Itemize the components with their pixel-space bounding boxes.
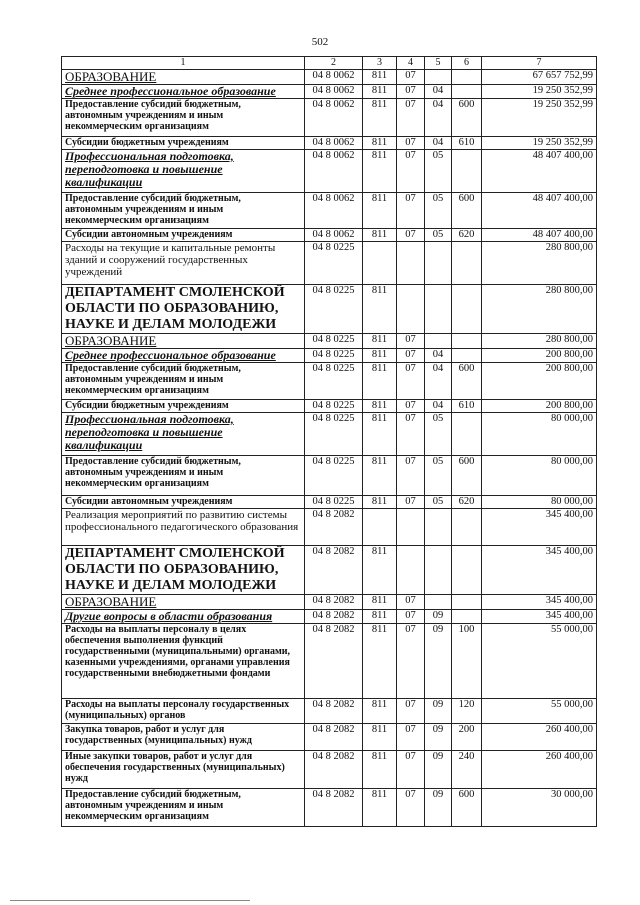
- row-admin-cell: 811: [363, 70, 397, 85]
- row-subsection-cell: 09: [425, 724, 452, 751]
- table-row: [62, 624, 597, 699]
- row-section-cell: 07: [397, 99, 425, 137]
- row-subsection-cell: [425, 285, 452, 334]
- table-body: [62, 57, 597, 827]
- row-subsection-cell: 09: [425, 789, 452, 827]
- row-code-cell: 04 8 2082: [305, 546, 363, 595]
- row-subsection-cell: [425, 546, 452, 595]
- row-admin-cell: 811: [363, 724, 397, 751]
- row-section-cell: 07: [397, 85, 425, 99]
- row-sum-cell: 55 000,00: [482, 699, 597, 724]
- table-row: [62, 699, 597, 724]
- row-code-cell: 04 8 2082: [305, 610, 363, 624]
- row-subsection-cell: 04: [425, 363, 452, 400]
- row-admin-cell: [363, 509, 397, 546]
- row-expense-type-cell: [452, 70, 482, 85]
- row-section-cell: 07: [397, 413, 425, 456]
- table-row: [62, 229, 597, 242]
- table-row: [62, 193, 597, 229]
- row-subsection-cell: [425, 334, 452, 349]
- row-code-cell: 04 8 2082: [305, 789, 363, 827]
- table-row: [62, 751, 597, 789]
- row-expense-type-cell: [452, 595, 482, 610]
- row-sum-cell: 280 800,00: [482, 285, 597, 334]
- row-section-cell: 07: [397, 724, 425, 751]
- row-sum-cell: 30 000,00: [482, 789, 597, 827]
- row-sum-cell: 345 400,00: [482, 509, 597, 546]
- row-code-cell: 04 8 0225: [305, 413, 363, 456]
- row-code-cell: 04 8 2082: [305, 699, 363, 724]
- page-bottom-rule: [10, 900, 250, 901]
- row-admin-cell: 811: [363, 85, 397, 99]
- header-col-4: 4: [397, 57, 425, 70]
- row-subsection-cell: 05: [425, 413, 452, 456]
- row-name-cell: Субсидии бюджетным учреждениям: [62, 400, 305, 413]
- header-col-6: 6: [452, 57, 482, 70]
- row-name-cell: Закупка товаров, работ и услуг для государственных (муниципальных) нужд: [62, 724, 305, 751]
- table-row: [62, 242, 597, 285]
- row-name-cell: Предоставление субсидий бюджетным, автономным учреждениям и иным некоммерческим организациям: [62, 363, 305, 400]
- table-row: [62, 610, 597, 624]
- row-sum-cell: 48 407 400,00: [482, 229, 597, 242]
- row-admin-cell: 811: [363, 699, 397, 724]
- row-code-cell: 04 8 0062: [305, 150, 363, 193]
- row-code-cell: 04 8 0225: [305, 285, 363, 334]
- row-name-cell: Предоставление субсидий бюджетным, автономным учреждениям и иным некоммерческим организациям: [62, 193, 305, 229]
- row-subsection-cell: 09: [425, 624, 452, 699]
- row-sum-cell: 48 407 400,00: [482, 150, 597, 193]
- table-header-row: [62, 57, 597, 70]
- table-row: [62, 789, 597, 827]
- row-expense-type-cell: 600: [452, 193, 482, 229]
- row-expense-type-cell: 600: [452, 99, 482, 137]
- row-subsection-cell: 05: [425, 193, 452, 229]
- row-expense-type-cell: [452, 349, 482, 363]
- row-name-cell: Профессиональная подготовка, переподготовка и повышение квалификации: [62, 150, 305, 193]
- row-code-cell: 04 8 0062: [305, 229, 363, 242]
- row-sum-cell: 345 400,00: [482, 595, 597, 610]
- row-code-cell: 04 8 0225: [305, 496, 363, 509]
- row-expense-type-cell: [452, 546, 482, 595]
- row-sum-cell: 280 800,00: [482, 242, 597, 285]
- row-expense-type-cell: [452, 285, 482, 334]
- row-name-cell: ДЕПАРТАМЕНТ СМОЛЕНСКОЙ ОБЛАСТИ ПО ОБРАЗОВАНИЮ, НАУКЕ И ДЕЛАМ МОЛОДЕЖИ: [62, 546, 305, 595]
- row-section-cell: 07: [397, 789, 425, 827]
- row-admin-cell: 811: [363, 334, 397, 349]
- row-sum-cell: 55 000,00: [482, 624, 597, 699]
- row-sum-cell: 80 000,00: [482, 456, 597, 496]
- table-row: [62, 546, 597, 595]
- row-subsection-cell: [425, 509, 452, 546]
- row-code-cell: 04 8 2082: [305, 595, 363, 610]
- row-name-cell: Субсидии автономным учреждениям: [62, 496, 305, 509]
- row-expense-type-cell: 600: [452, 363, 482, 400]
- row-name-cell: Предоставление субсидий бюджетным, автономным учреждениям и иным некоммерческим организациям: [62, 99, 305, 137]
- row-section-cell: 07: [397, 610, 425, 624]
- row-name-cell: Субсидии автономным учреждениям: [62, 229, 305, 242]
- row-sum-cell: 280 800,00: [482, 334, 597, 349]
- table-row: [62, 595, 597, 610]
- header-col-5: 5: [425, 57, 452, 70]
- table-row: [62, 413, 597, 456]
- row-expense-type-cell: 100: [452, 624, 482, 699]
- row-expense-type-cell: [452, 242, 482, 285]
- header-col-3: 3: [363, 57, 397, 70]
- row-subsection-cell: 04: [425, 99, 452, 137]
- row-sum-cell: 48 407 400,00: [482, 193, 597, 229]
- row-section-cell: 07: [397, 193, 425, 229]
- row-admin-cell: 811: [363, 456, 397, 496]
- row-section-cell: [397, 546, 425, 595]
- row-sum-cell: 19 250 352,99: [482, 137, 597, 150]
- header-col-7: 7: [482, 57, 597, 70]
- row-admin-cell: 811: [363, 789, 397, 827]
- row-sum-cell: 345 400,00: [482, 610, 597, 624]
- row-expense-type-cell: 200: [452, 724, 482, 751]
- row-admin-cell: 811: [363, 751, 397, 789]
- row-code-cell: 04 8 0062: [305, 85, 363, 99]
- row-section-cell: 07: [397, 595, 425, 610]
- table-row: [62, 363, 597, 400]
- row-name-cell: Расходы на текущие и капитальные ремонты зданий и сооружений государственных учреждений: [62, 242, 305, 285]
- table-row: [62, 509, 597, 546]
- row-name-cell: Другие вопросы в области образования: [62, 610, 305, 624]
- row-name-cell: ОБРАЗОВАНИЕ: [62, 70, 305, 85]
- row-expense-type-cell: [452, 150, 482, 193]
- row-expense-type-cell: 620: [452, 496, 482, 509]
- row-subsection-cell: [425, 595, 452, 610]
- row-section-cell: 07: [397, 137, 425, 150]
- row-code-cell: 04 8 0062: [305, 137, 363, 150]
- table-row: [62, 456, 597, 496]
- row-section-cell: 07: [397, 400, 425, 413]
- row-code-cell: 04 8 0062: [305, 70, 363, 85]
- row-subsection-cell: [425, 70, 452, 85]
- row-admin-cell: 811: [363, 349, 397, 363]
- row-sum-cell: 80 000,00: [482, 496, 597, 509]
- row-expense-type-cell: 620: [452, 229, 482, 242]
- row-admin-cell: 811: [363, 150, 397, 193]
- row-admin-cell: 811: [363, 624, 397, 699]
- page-number: 502: [311, 36, 329, 48]
- row-name-cell: Профессиональная подготовка, переподготовка и повышение квалификации: [62, 413, 305, 456]
- row-code-cell: 04 8 0225: [305, 363, 363, 400]
- row-admin-cell: 811: [363, 595, 397, 610]
- row-section-cell: 07: [397, 751, 425, 789]
- row-section-cell: 07: [397, 363, 425, 400]
- row-name-cell: Предоставление субсидий бюджетным, автономным учреждениям и иным некоммерческим организациям: [62, 456, 305, 496]
- row-expense-type-cell: 240: [452, 751, 482, 789]
- table-row: [62, 285, 597, 334]
- row-admin-cell: 811: [363, 610, 397, 624]
- row-sum-cell: 80 000,00: [482, 413, 597, 456]
- row-code-cell: 04 8 0225: [305, 334, 363, 349]
- row-expense-type-cell: 600: [452, 789, 482, 827]
- row-name-cell: Предоставление субсидий бюджетным, автономным учреждениям и иным некоммерческим организациям: [62, 789, 305, 827]
- row-subsection-cell: 04: [425, 400, 452, 413]
- row-expense-type-cell: [452, 413, 482, 456]
- row-sum-cell: 67 657 752,99: [482, 70, 597, 85]
- row-sum-cell: 19 250 352,99: [482, 85, 597, 99]
- table-row: [62, 334, 597, 349]
- row-expense-type-cell: 600: [452, 456, 482, 496]
- row-name-cell: Расходы на выплаты персоналу в целях обеспечения выполнения функций государственными (муниципальными) органами, казенными учреждениями, органами управления государственными внебюджетными фондами: [62, 624, 305, 699]
- row-sum-cell: 260 400,00: [482, 724, 597, 751]
- row-admin-cell: 811: [363, 193, 397, 229]
- table-row: [62, 724, 597, 751]
- row-section-cell: 07: [397, 496, 425, 509]
- row-subsection-cell: 05: [425, 150, 452, 193]
- table-row: [62, 99, 597, 137]
- row-expense-type-cell: 120: [452, 699, 482, 724]
- budget-table: [61, 56, 597, 827]
- row-code-cell: 04 8 0225: [305, 400, 363, 413]
- row-code-cell: 04 8 2082: [305, 509, 363, 546]
- row-section-cell: 07: [397, 699, 425, 724]
- row-admin-cell: 811: [363, 546, 397, 595]
- table-row: [62, 349, 597, 363]
- row-section-cell: [397, 285, 425, 334]
- row-subsection-cell: 04: [425, 137, 452, 150]
- row-section-cell: [397, 242, 425, 285]
- table-row: [62, 70, 597, 85]
- row-name-cell: ДЕПАРТАМЕНТ СМОЛЕНСКОЙ ОБЛАСТИ ПО ОБРАЗОВАНИЮ, НАУКЕ И ДЕЛАМ МОЛОДЕЖИ: [62, 285, 305, 334]
- row-code-cell: 04 8 0062: [305, 193, 363, 229]
- row-code-cell: 04 8 2082: [305, 751, 363, 789]
- row-subsection-cell: 04: [425, 85, 452, 99]
- table-row: [62, 400, 597, 413]
- row-sum-cell: 345 400,00: [482, 546, 597, 595]
- row-code-cell: 04 8 0225: [305, 456, 363, 496]
- row-admin-cell: 811: [363, 285, 397, 334]
- row-sum-cell: 200 800,00: [482, 363, 597, 400]
- row-admin-cell: 811: [363, 413, 397, 456]
- row-admin-cell: 811: [363, 99, 397, 137]
- row-subsection-cell: 05: [425, 456, 452, 496]
- row-sum-cell: 200 800,00: [482, 349, 597, 363]
- row-name-cell: ОБРАЗОВАНИЕ: [62, 595, 305, 610]
- row-name-cell: Иные закупки товаров, работ и услуг для обеспечения государственных (муниципальных) нужд: [62, 751, 305, 789]
- row-name-cell: Среднее профессиональное образование: [62, 85, 305, 99]
- row-subsection-cell: 09: [425, 610, 452, 624]
- row-section-cell: 07: [397, 229, 425, 242]
- row-expense-type-cell: 610: [452, 137, 482, 150]
- row-section-cell: 07: [397, 456, 425, 496]
- header-col-1: 1: [62, 57, 305, 70]
- row-admin-cell: [363, 242, 397, 285]
- header-col-2: 2: [305, 57, 363, 70]
- row-subsection-cell: 09: [425, 699, 452, 724]
- row-subsection-cell: [425, 242, 452, 285]
- row-section-cell: [397, 509, 425, 546]
- row-section-cell: 07: [397, 349, 425, 363]
- row-code-cell: 04 8 2082: [305, 624, 363, 699]
- row-sum-cell: 19 250 352,99: [482, 99, 597, 137]
- row-expense-type-cell: [452, 509, 482, 546]
- row-section-cell: 07: [397, 334, 425, 349]
- row-expense-type-cell: 610: [452, 400, 482, 413]
- row-name-cell: Расходы на выплаты персоналу государственных (муниципальных) органов: [62, 699, 305, 724]
- row-section-cell: 07: [397, 70, 425, 85]
- table-row: [62, 137, 597, 150]
- row-code-cell: 04 8 0225: [305, 242, 363, 285]
- row-code-cell: 04 8 0062: [305, 99, 363, 137]
- table-row: [62, 150, 597, 193]
- row-name-cell: Субсидии бюджетным учреждениям: [62, 137, 305, 150]
- row-subsection-cell: 04: [425, 349, 452, 363]
- row-subsection-cell: 09: [425, 751, 452, 789]
- row-name-cell: Среднее профессиональное образование: [62, 349, 305, 363]
- row-expense-type-cell: [452, 610, 482, 624]
- table-row: [62, 85, 597, 99]
- row-expense-type-cell: [452, 334, 482, 349]
- row-subsection-cell: 05: [425, 229, 452, 242]
- row-admin-cell: 811: [363, 400, 397, 413]
- table-row: [62, 496, 597, 509]
- row-code-cell: 04 8 2082: [305, 724, 363, 751]
- row-section-cell: 07: [397, 150, 425, 193]
- row-admin-cell: 811: [363, 363, 397, 400]
- row-admin-cell: 811: [363, 496, 397, 509]
- row-expense-type-cell: [452, 85, 482, 99]
- row-name-cell: Реализация мероприятий по развитию системы профессионального педагогического образования: [62, 509, 305, 546]
- row-admin-cell: 811: [363, 229, 397, 242]
- row-code-cell: 04 8 0225: [305, 349, 363, 363]
- row-section-cell: 07: [397, 624, 425, 699]
- row-subsection-cell: 05: [425, 496, 452, 509]
- row-name-cell: ОБРАЗОВАНИЕ: [62, 334, 305, 349]
- row-sum-cell: 200 800,00: [482, 400, 597, 413]
- row-admin-cell: 811: [363, 137, 397, 150]
- row-sum-cell: 260 400,00: [482, 751, 597, 789]
